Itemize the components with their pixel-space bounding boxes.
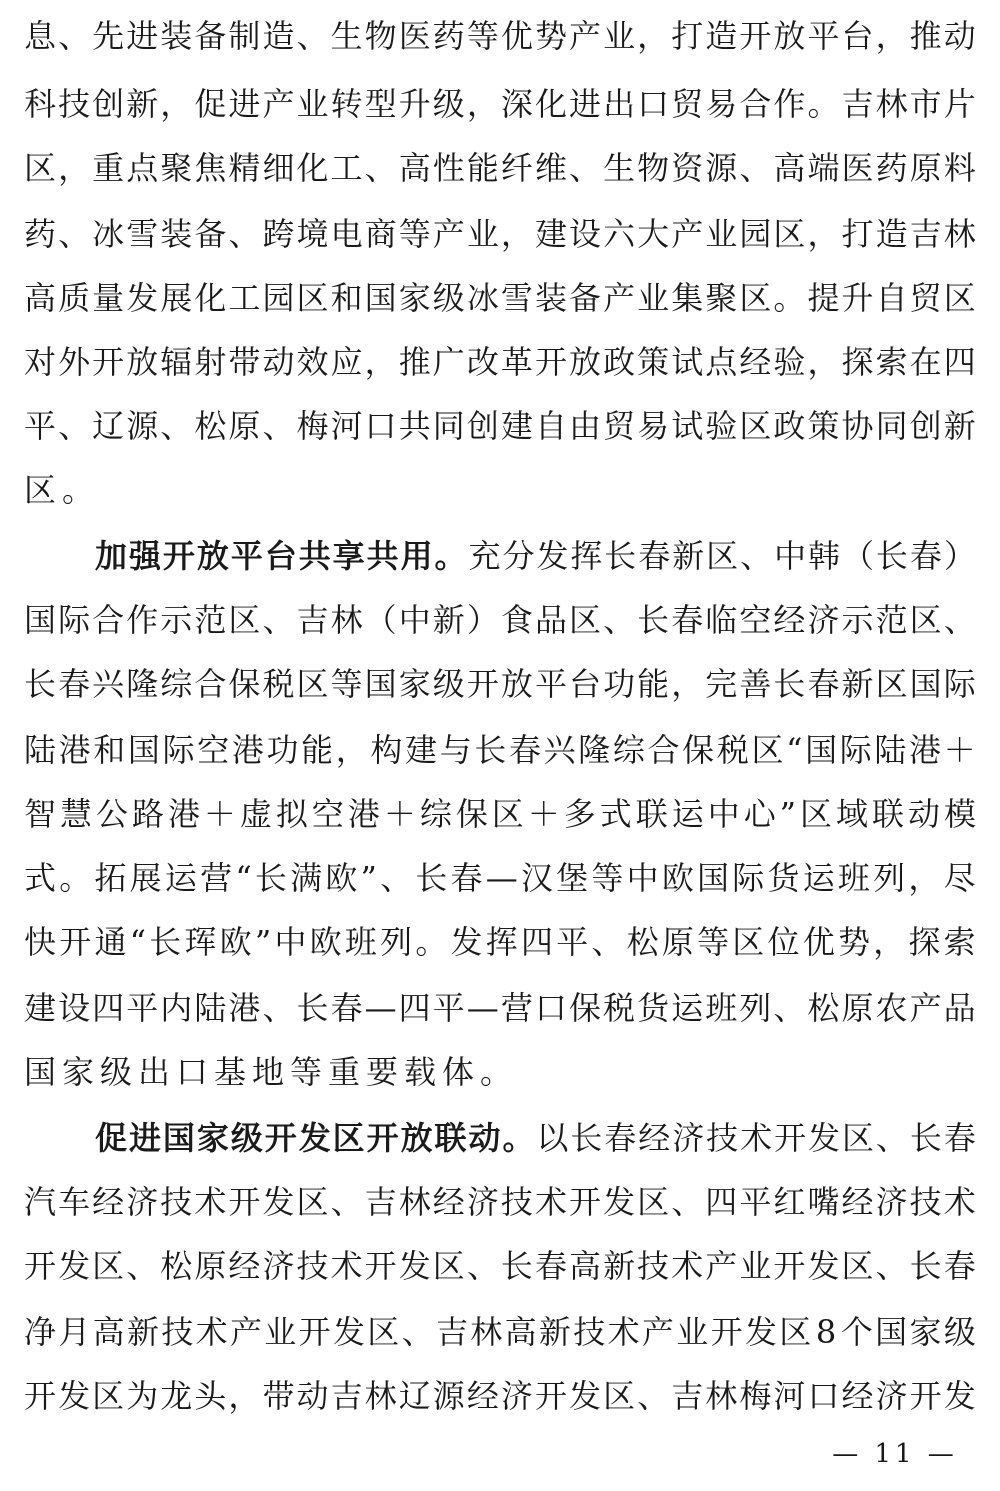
text-line: 汽 车 经 济 技 术 开 发 区 、 吉 林 经 济 技 术 开 发 区 、 四 平 红 嘴 经 济 技 术 <box>24 1183 976 1221</box>
text-line: 长 春 兴 隆 综 合 保 税 区 等 国 家 级 开 放 平 台 功 能 ， 完 善 长 春 新 区 国 际 <box>24 665 976 703</box>
paragraph-first-line: 促 进 国 家 级 开 发 区 开 放 联 动 。 以 长 春 经 济 技 术 开 发 区 、 长 春 <box>95 1119 976 1157</box>
text-line: 息 、 先 进 装 备 制 造 、 生 物 医 药 等 优 势 产 业 ， 打 造 开 放 平 台 ， 推 动 <box>24 17 976 55</box>
text-line: 智 慧 公 路 港 ＋ 虚 拟 空 港 ＋ 综 保 区 ＋ 多 式 联 运 中 心 ” 区 域 联 动 模 <box>24 795 976 833</box>
text-line: 开 发 区 为 龙 头 ， 带 动 吉 林 辽 源 经 济 开 发 区 、 吉 林 梅 河 口 经 济 开 发 <box>24 1377 976 1415</box>
text-line: 开 发 区 、 松 原 经 济 技 术 开 发 区 、 长 春 高 新 技 术 产 业 开 发 区 、 长 春 <box>24 1247 976 1285</box>
text-line: 国 际 合 作 示 范 区 、 吉 林 （ 中 新 ） 食 品 区 、 长 春 临 空 经 济 示 范 区 、 <box>24 601 976 639</box>
text-line: 式 。 拓 展 运 营 “ 长 满 欧 ” 、 长 春 — 汉 堡 等 中 欧 国 际 货 运 班 列 ， 尽 <box>24 859 976 897</box>
text-line: 陆 港 和 国 际 空 港 功 能 ， 构 建 与 长 春 兴 隆 综 合 保 税 区 “ 国 际 陆 港 ＋ <box>24 731 976 769</box>
text-line: 药 、 冰 雪 装 备 、 跨 境 电 商 等 产 业 ， 建 设 六 大 产 业 园 区 ， 打 造 吉 林 <box>24 215 976 253</box>
text-line: 快 开 通 “ 长 珲 欧 ” 中 欧 班 列 。 发 挥 四 平 、 松 原 等 区 位 优 势 ， 探 索 <box>24 923 976 961</box>
text-line: 对 外 开 放 辐 射 带 动 效 应 ， 推 广 改 革 开 放 政 策 试 点 经 验 ， 探 索 在 四 <box>24 343 976 381</box>
text-line: 区。 <box>24 471 101 509</box>
text-line: 净 月 高 新 技 术 产 业 开 发 区 、 吉 林 高 新 技 术 产 业 开 发 区 8 个 国 家 级 <box>24 1313 976 1351</box>
paragraph-first-line: 加 强 开 放 平 台 共 享 共 用 。 充 分 发 挥 长 春 新 区 、 中 韩 （ 长 春 ） <box>95 537 976 575</box>
text-line: 建 设 四 平 内 陆 港 、 长 春 — 四 平 — 营 口 保 税 货 运 班 列 、 松 原 农 产 品 <box>24 989 976 1027</box>
text-line: 科 技 创 新 ， 促 进 产 业 转 型 升 级 ， 深 化 进 出 口 贸 易 合 作 。 吉 林 市 片 <box>24 85 976 123</box>
text-line: 高 质 量 发 展 化 工 园 区 和 国 家 级 冰 雪 装 备 产 业 集 聚 区 。 提 升 自 贸 区 <box>24 279 976 317</box>
page-number: — 11 — <box>832 1439 958 1469</box>
text-line: 区 ， 重 点 聚 焦 精 细 化 工 、 高 性 能 纤 维 、 生 物 资 源 、 高 端 医 药 原 料 <box>24 149 976 187</box>
text-line: 国家级出口基地等重要载体。 <box>24 1053 519 1091</box>
text-line: 平 、 辽 源 、 松 原 、 梅 河 口 共 同 创 建 自 由 贸 易 试 验 区 政 策 协 同 创 新 <box>24 407 976 445</box>
